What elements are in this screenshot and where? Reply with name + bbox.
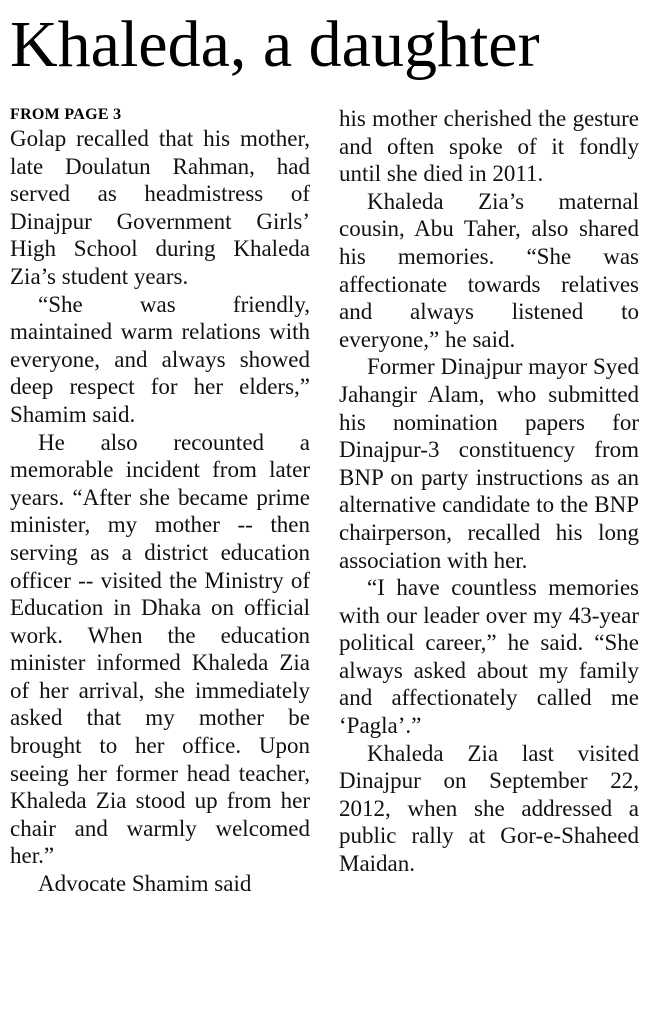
paragraph: He also recounted a memorable incident from later years. “After she became prime minister, my mother -- then serving as a district education officer -- visited the Ministry of Education in Dhaka on official work. When the education minister informed Khaleda Zia of her arrival, she immediately asked that my mother be brought to her office. Upon seeing her former head teacher, Khaleda Zia stood up from her chair and warmly welcomed her.” <box>10 429 310 869</box>
jump-label: FROM PAGE 3 <box>10 106 122 123</box>
paragraph: Khaleda Zia’s maternal cousin, Abu Taher, also shared his memories. “She was affectionate towards relatives and always listened to everyone,” he said. <box>339 188 639 352</box>
paragraph: “She was friendly, maintained warm relations with everyone, and always showed deep respect for her elders,” Shamim said. <box>10 291 310 427</box>
article-headline: Khaleda, a daughter <box>10 8 540 81</box>
paragraph: Advocate Shamim said <box>38 871 252 897</box>
paragraph: Khaleda Zia last visited Dinajpur on September 22, 2012, when she addressed a public rally at Gor-e-Shaheed Maidan. <box>339 740 639 877</box>
left-column <box>10 105 310 898</box>
paragraph: “I have countless memories with our leader over my 43-year political career,” he said. “She always asked about my family and affectionately called me ‘Pagla’.” <box>339 575 639 739</box>
paragraph: Golap recalled that his mother, late Doulatun Rahman, had served as headmistress of Dinajpur Government Girls’ High School during Khaleda Zia’s student years. <box>10 126 310 289</box>
right-column <box>339 105 639 898</box>
paragraph: Former Dinajpur mayor Syed Jahangir Alam, who submitted his nomination papers for Dinajpur-3 constituency from BNP on party instructions as an alternative candidate to the BNP chairperson, recalled his long association with her. <box>339 354 639 573</box>
paragraph: his mother cherished the gesture and often spoke of it fondly until she died in 2011. <box>339 106 639 187</box>
article-body <box>10 105 639 898</box>
